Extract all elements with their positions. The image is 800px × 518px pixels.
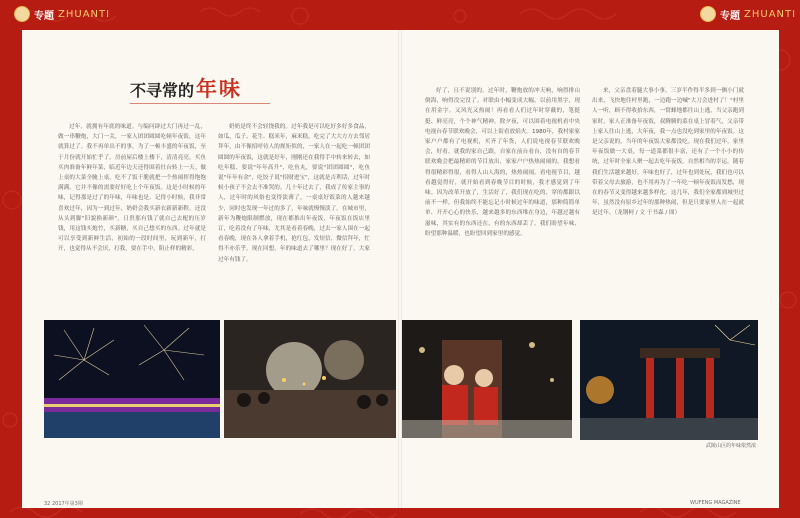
logo-circle-icon [700, 6, 716, 22]
footer-left: 32 2017年第3期 [44, 501, 83, 507]
paragraph: 来，父亲盘着腿大事小事，三岁半作得半多到一侧小门就出来，飞快地往村里跑，一边跑一边喊"大刀会进村了！"村里人一听，顾不得收拾东西，一窝蜂地都往山上逃。当父亲跑到家时，家人正准备年夜饭，叔腾腾的菜在桌上冒着气，父亲带上家人往山上逃，大年夜，我一点也没吃到家里的年夜饭。这是父亲说的，当年的年夜饭大家都没吃。现在我们过年，家里年夜饭做一大桌，每一道菜都很丰富，还有了一个小小的传统，过年时全家人聚一起去吃年夜饭，自然相当的幸运。随着我们生活越来越好，年味也好了，过年也到处玩，我们也可以带着父母去旅游，也不用再为了一年吃一顿年夜饭而发愁，现在的春节又变得越来越多样化。这几年，我们全家都到城里过年，虽然没有原乡过年的那种热闹，但是只要家里人在一起就是过年。（龙钢柯 / 文 于书森 / 图） [592, 88, 744, 217]
photo-caption: 武陵山区的年味依然浓 [706, 443, 757, 449]
header-zh-label: 专题 [34, 10, 54, 22]
title-highlight: 年味 [196, 76, 243, 101]
text-column-4 [592, 86, 744, 312]
text-column-2 [218, 122, 370, 312]
text-column-1 [58, 122, 206, 312]
photo-gate-fireworks [580, 320, 758, 440]
photo-firecracker-crowd [224, 320, 396, 438]
header-en-label: ZHUANTI [58, 8, 111, 20]
header-logo-left [14, 6, 110, 22]
photo-fireworks-bridge [44, 320, 220, 438]
header-zh-label: 专题 [720, 10, 740, 22]
header-en-label: ZHUANTI [744, 8, 797, 20]
paragraph: 过年，就拥有年底的味道。与编问辟过大门再过一乱，做一串鞭炮，大门一关，一家人团团圆圆吃顿年夜饭，这年就算过了。我不再单出不的事，为了一顿丰盛的年夜饭，至于月份就开始忙乎了。房前屋后楼上楼下，清清亮亮，买鱼买肉准备年鲜年菜，临近年边天还得围着灶台转上一天。做上桌的大菜全腌上桌，吃不了饭干脆就把一个热闹挥得饱饱满满。它并不像的需要好好吃上个年夜饭。这是小时候的年味，记得那是过了的年味，年味也是。记得小时候，我非常喜欢过年，因为一到过年，奶奶会我买新衣新新新鞋。还没从头到脚"旧貌换新颜"，日贵那有钱了就自己去配的压岁钱，用这钱买炮竹，买新糖，买自己想买的东西。过年就是可以享受到新鲜生活，初始的一段时间里，玩到新年，打开，也觉得从不会厌，打我，要在手中，阻止样的精彩， [58, 124, 206, 253]
header-logo-right [700, 6, 796, 22]
title-prefix: 不寻常的 [130, 81, 195, 100]
footer-right: WUFENG MAGAZINE [690, 500, 741, 506]
article-title [130, 73, 242, 103]
paragraph: 奶奶是终不会轻饶我的。过年我是可以吃好多好多食品，如瓜，瓜子、花生、糕米年，麻米糕，吃完了大大方方去邻居拜年，由不像招呼待人的规矩似的，一家人在一起吃一顿团团圆圆的年夜饭，这就是好年，刚刚还在我得手中转来转去，如吃年糕、要说"年年高升"，吃鱼丸，要说"团团圆圆"，吃鱼说"年年有余"，吃饺子说"招财进宝"，这就是吉利话，过年时候小孩子不会去不准哭的。几十年过去了，我成了传家主事的人，过年时的风俗也变得淡薄了，一桌桌好饭菜的人越来越少，同时也发现一年过的多了，年味就慢慢淡了。在城市里，新年为鞭炮限制燃放，现在都推出年夜饭，年夜饭在饭店里订，吃着没有了年味，尤其是看着春晚，过去一家人围在一起看春晚，现在各人拿着手机，抢红包，发短信，微信拜年，忙得不亦乐乎。现在回想，年的味道去了哪里？现在好了，大家过年有钱了。 [218, 124, 370, 263]
paragraph: 好了，且不说别的，过年时，鞭炮放的冲天响，响得排山倒海，响得没完没了。对联由小幅变成大幅，以前用黑字，现在用金字。又风光又热闹！再看看人们过年时穿戴的，笔挺挺、鲜亮亮，个个神气精神。除夕夜，可以围着电视机看中央电视台春节联欢晚会，可以上街看放焰火。1980年，我村家家家户户都有了电视机，买齐了年货，人们说电视春节联欢晚会，好看，就我的家自己跟，自家在前台看台，没有自的春节联欢晚会把最精彩的节目放出，家家户户热热闹闹的，我想看得很精彩得很，看得人山人海的，热热闹闹。看电视节目，越看越觉得好，就开始看到春晚节目的时候，我才感觉到了年味。因为改革开放了，生活好了，我们现在吃的、穿的都跟以前不一样，但我始终不能忘记小时候过年的味道，那种简简单单、开开心心的快乐，越来越多的东西堆在身边，年越过越有滋味，其实有的东西还在，有的东西却丢了。我们盼望年味，盼望那种温暖，也盼望回到家里的感觉。 [425, 88, 580, 237]
photo-family-celebration [402, 320, 572, 438]
logo-circle-icon [14, 6, 30, 22]
title-underline [130, 103, 270, 104]
text-column-3 [425, 86, 580, 312]
